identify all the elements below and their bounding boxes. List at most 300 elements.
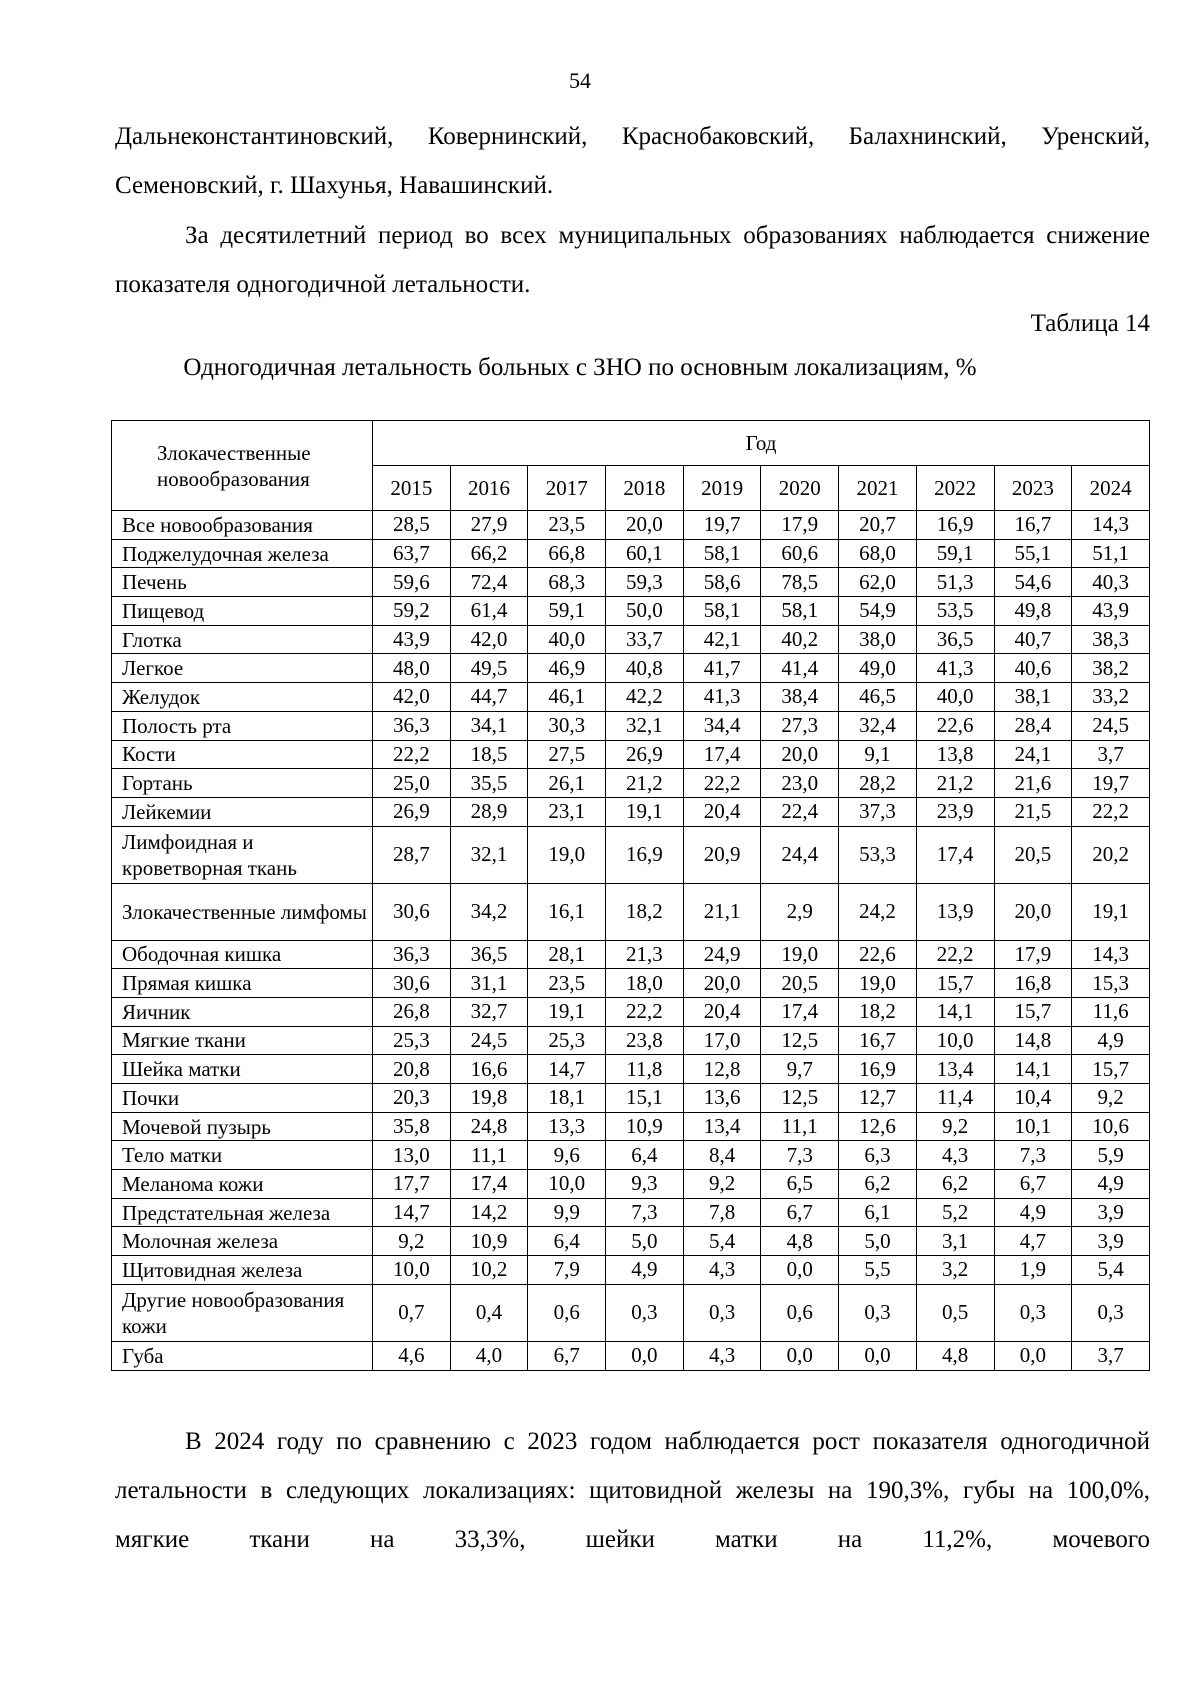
table-cell: 19,0 (761, 940, 839, 969)
table-cell: 4,0 (450, 1341, 528, 1370)
table-cell: 17,9 (761, 511, 839, 540)
table-cell: 25,3 (528, 1026, 606, 1055)
table-cell: 20,5 (761, 969, 839, 998)
table-cell: 12,7 (839, 1084, 917, 1113)
table-cell: 32,7 (450, 997, 528, 1026)
table-cell: 26,8 (373, 997, 451, 1026)
table-cell: 5,0 (839, 1227, 917, 1256)
table-cell: 13,3 (528, 1112, 606, 1141)
row-label: Почки (112, 1084, 373, 1113)
row-label: Легкое (112, 654, 373, 683)
table-cell: 15,7 (994, 997, 1072, 1026)
table-row (112, 1026, 1150, 1055)
table-cell: 38,4 (761, 683, 839, 712)
year-header: 2015 (373, 466, 451, 511)
table-cell: 33,2 (1072, 683, 1150, 712)
table-cell: 59,6 (373, 568, 451, 597)
table-cell: 20,4 (683, 797, 761, 826)
table-cell: 3,9 (1072, 1227, 1150, 1256)
table-cell: 50,0 (606, 597, 684, 626)
year-header: 2019 (683, 466, 761, 511)
table-cell: 7,8 (683, 1198, 761, 1227)
table-row (112, 1084, 1150, 1113)
table-cell: 32,1 (450, 826, 528, 883)
table-cell: 4,9 (994, 1198, 1072, 1227)
table-cell: 42,1 (683, 625, 761, 654)
row-label: Губа (112, 1341, 373, 1370)
table-cell: 16,7 (994, 511, 1072, 540)
row-label: Глотка (112, 625, 373, 654)
table-cell: 40,8 (606, 654, 684, 683)
table-cell: 0,3 (1072, 1284, 1150, 1341)
table-cell: 30,6 (373, 883, 451, 940)
table-cell: 9,2 (1072, 1084, 1150, 1113)
table-cell: 40,0 (528, 625, 606, 654)
table-cell: 11,1 (450, 1141, 528, 1170)
table-cell: 60,6 (761, 539, 839, 568)
table-cell: 20,4 (683, 997, 761, 1026)
table-cell: 46,5 (839, 683, 917, 712)
table-row (112, 1055, 1150, 1084)
table-cell: 21,2 (606, 769, 684, 798)
table-cell: 43,9 (373, 625, 451, 654)
table-cell: 0,7 (373, 1284, 451, 1341)
table-cell: 63,7 (373, 539, 451, 568)
row-label: Мочевой пузырь (112, 1112, 373, 1141)
table-cell: 61,4 (450, 597, 528, 626)
table-cell: 40,7 (994, 625, 1072, 654)
table-cell: 22,2 (916, 940, 994, 969)
table-cell: 41,4 (761, 654, 839, 683)
table-cell: 59,1 (916, 539, 994, 568)
table-cell: 4,9 (1072, 1170, 1150, 1199)
table-cell: 36,3 (373, 711, 451, 740)
table-cell: 40,6 (994, 654, 1072, 683)
page-number: 54 (569, 68, 591, 93)
table-cell: 38,1 (994, 683, 1072, 712)
table-cell: 14,3 (1072, 940, 1150, 969)
table-row (112, 883, 1150, 940)
table-cell: 22,4 (761, 797, 839, 826)
table-cell: 26,9 (373, 797, 451, 826)
table-cell: 4,9 (606, 1256, 684, 1285)
table-cell: 23,5 (528, 969, 606, 998)
table-cell: 27,5 (528, 740, 606, 769)
row-label: Молочная железа (112, 1227, 373, 1256)
table-cell: 41,7 (683, 654, 761, 683)
row-label: Желудок (112, 683, 373, 712)
table-cell: 12,8 (683, 1055, 761, 1084)
table-cell: 21,6 (994, 769, 1072, 798)
table-cell: 26,9 (606, 740, 684, 769)
table-cell: 38,2 (1072, 654, 1150, 683)
row-label: Меланома кожи (112, 1170, 373, 1199)
table-cell: 72,4 (450, 568, 528, 597)
table-row (112, 997, 1150, 1026)
table-row (112, 511, 1150, 540)
table-cell: 28,7 (373, 826, 451, 883)
table-row (112, 1284, 1150, 1341)
table-cell: 6,7 (761, 1198, 839, 1227)
table-cell: 13,6 (683, 1084, 761, 1113)
table-cell: 21,5 (994, 797, 1072, 826)
table-cell: 54,9 (839, 597, 917, 626)
table-cell: 5,0 (606, 1227, 684, 1256)
table-cell: 10,9 (606, 1112, 684, 1141)
row-label: Лимфоидная и кроветворная ткань (112, 826, 373, 883)
row-label: Тело матки (112, 1141, 373, 1170)
table-cell: 14,1 (916, 997, 994, 1026)
table-cell: 38,0 (839, 625, 917, 654)
mortality-table (111, 420, 1150, 1371)
row-label: Кости (112, 740, 373, 769)
table-cell: 15,7 (1072, 1055, 1150, 1084)
table-cell: 10,2 (450, 1256, 528, 1285)
table-cell: 68,0 (839, 539, 917, 568)
row-label: Другие новообразования кожи (112, 1284, 373, 1341)
table-cell: 14,1 (994, 1055, 1072, 1084)
table-cell: 10,0 (916, 1026, 994, 1055)
table-cell: 11,4 (916, 1084, 994, 1113)
table-cell: 10,9 (450, 1227, 528, 1256)
table-cell: 0,3 (683, 1284, 761, 1341)
table-cell: 36,5 (916, 625, 994, 654)
table-row (112, 826, 1150, 883)
table-cell: 9,3 (606, 1170, 684, 1199)
table-cell: 35,8 (373, 1112, 451, 1141)
table-cell: 16,9 (916, 511, 994, 540)
table-cell: 36,5 (450, 940, 528, 969)
row-label: Яичник (112, 997, 373, 1026)
table-cell: 28,9 (450, 797, 528, 826)
table-cell: 40,3 (1072, 568, 1150, 597)
table-cell: 20,2 (1072, 826, 1150, 883)
year-header: 2017 (528, 466, 606, 511)
table-cell: 9,1 (839, 740, 917, 769)
table-cell: 58,6 (683, 568, 761, 597)
table-cell: 4,3 (683, 1256, 761, 1285)
table-cell: 22,6 (916, 711, 994, 740)
table-cell: 68,3 (528, 568, 606, 597)
table-cell: 42,0 (373, 683, 451, 712)
table-cell: 13,9 (916, 883, 994, 940)
table-cell: 5,2 (916, 1198, 994, 1227)
table-cell: 20,8 (373, 1055, 451, 1084)
row-label: Поджелудочная железа (112, 539, 373, 568)
table-cell: 24,2 (839, 883, 917, 940)
table-cell: 6,1 (839, 1198, 917, 1227)
table-cell: 20,7 (839, 511, 917, 540)
table-cell: 46,1 (528, 683, 606, 712)
table-cell: 66,2 (450, 539, 528, 568)
table-cell: 51,3 (916, 568, 994, 597)
table-cell: 9,2 (916, 1112, 994, 1141)
intro-paragraph: Дальнеконстантиновский, Ковернинский, Краснобаковский, Балахнинский, Уренский, Семеновский, г. Шахунья, Навашинский. (115, 123, 1150, 199)
summary-paragraph: За десятилетний период во всех муниципальных образованиях наблюдается снижение показателя одногодичной летальности. (115, 222, 1150, 298)
table-cell: 7,3 (606, 1198, 684, 1227)
table-cell: 34,4 (683, 711, 761, 740)
table-cell: 4,3 (683, 1341, 761, 1370)
table-cell: 23,1 (528, 797, 606, 826)
table-cell: 17,4 (761, 997, 839, 1026)
row-label: Шейка матки (112, 1055, 373, 1084)
table-row (112, 539, 1150, 568)
table-cell: 53,3 (839, 826, 917, 883)
table-cell: 12,6 (839, 1112, 917, 1141)
table-cell: 49,8 (994, 597, 1072, 626)
table-cell: 10,6 (1072, 1112, 1150, 1141)
table-cell: 41,3 (683, 683, 761, 712)
table-cell: 9,2 (373, 1227, 451, 1256)
table-cell: 18,5 (450, 740, 528, 769)
table-cell: 17,4 (916, 826, 994, 883)
table-cell: 4,7 (994, 1227, 1072, 1256)
table-cell: 10,0 (528, 1170, 606, 1199)
table-cell: 8,4 (683, 1141, 761, 1170)
table-cell: 32,1 (606, 711, 684, 740)
table-cell: 36,3 (373, 940, 451, 969)
table-cell: 24,9 (683, 940, 761, 969)
year-header: 2021 (839, 466, 917, 511)
table-cell: 13,8 (916, 740, 994, 769)
table-cell: 6,7 (994, 1170, 1072, 1199)
table-cell: 20,0 (994, 883, 1072, 940)
table-cell: 13,0 (373, 1141, 451, 1170)
table-cell: 28,1 (528, 940, 606, 969)
table-cell: 7,3 (761, 1141, 839, 1170)
table-cell: 0,0 (839, 1341, 917, 1370)
table-cell: 10,4 (994, 1084, 1072, 1113)
table-cell: 28,5 (373, 511, 451, 540)
table-cell: 48,0 (373, 654, 451, 683)
table-cell: 18,0 (606, 969, 684, 998)
table-cell: 0,5 (916, 1284, 994, 1341)
table-cell: 58,1 (683, 597, 761, 626)
table-cell: 26,1 (528, 769, 606, 798)
table-row (112, 1141, 1150, 1170)
year-header: 2023 (994, 466, 1072, 511)
table-cell: 24,8 (450, 1112, 528, 1141)
table-cell: 21,3 (606, 940, 684, 969)
table-cell: 14,8 (994, 1026, 1072, 1055)
table-cell: 41,3 (916, 654, 994, 683)
table-cell: 0,0 (761, 1341, 839, 1370)
table-cell: 4,8 (761, 1227, 839, 1256)
row-label: Пищевод (112, 597, 373, 626)
table-cell: 7,3 (994, 1141, 1072, 1170)
table-cell: 5,9 (1072, 1141, 1150, 1170)
table-cell: 5,4 (683, 1227, 761, 1256)
table-cell: 5,4 (1072, 1256, 1150, 1285)
table-row (112, 1170, 1150, 1199)
table-cell: 20,9 (683, 826, 761, 883)
table-cell: 25,3 (373, 1026, 451, 1055)
table-cell: 59,2 (373, 597, 451, 626)
table-cell: 16,9 (606, 826, 684, 883)
table-row (112, 969, 1150, 998)
table-cell: 40,0 (916, 683, 994, 712)
table-cell: 24,4 (761, 826, 839, 883)
table-cell: 49,0 (839, 654, 917, 683)
table-cell: 4,9 (1072, 1026, 1150, 1055)
table-cell: 28,2 (839, 769, 917, 798)
table-cell: 66,8 (528, 539, 606, 568)
table-row (112, 711, 1150, 740)
table-cell: 12,5 (761, 1084, 839, 1113)
table-cell: 40,2 (761, 625, 839, 654)
table-cell: 28,4 (994, 711, 1072, 740)
year-header: 2018 (606, 466, 684, 511)
table-cell: 53,5 (916, 597, 994, 626)
row-label: Лейкемии (112, 797, 373, 826)
table-cell: 15,7 (916, 969, 994, 998)
table-row (112, 1112, 1150, 1141)
table-cell: 3,1 (916, 1227, 994, 1256)
table-cell: 38,3 (1072, 625, 1150, 654)
table-cell: 25,0 (373, 769, 451, 798)
table-cell: 15,1 (606, 1084, 684, 1113)
table-cell: 55,1 (994, 539, 1072, 568)
row-label: Мягкие ткани (112, 1026, 373, 1055)
table-row (112, 625, 1150, 654)
row-label: Полость рта (112, 711, 373, 740)
table-row (112, 568, 1150, 597)
table-cell: 17,9 (994, 940, 1072, 969)
table-cell: 5,5 (839, 1256, 917, 1285)
table-cell: 16,9 (839, 1055, 917, 1084)
table-cell: 12,5 (761, 1026, 839, 1055)
table-row (112, 797, 1150, 826)
table-cell: 4,3 (916, 1141, 994, 1170)
table-cell: 22,2 (1072, 797, 1150, 826)
table-cell: 78,5 (761, 568, 839, 597)
table-cell: 4,6 (373, 1341, 451, 1370)
table-cell: 14,7 (373, 1198, 451, 1227)
table-cell: 59,3 (606, 568, 684, 597)
row-label: Прямая кишка (112, 969, 373, 998)
row-label: Все новообразования (112, 511, 373, 540)
table-cell: 58,1 (761, 597, 839, 626)
table-cell: 19,0 (528, 826, 606, 883)
table-cell: 13,4 (683, 1112, 761, 1141)
table-cell: 35,5 (450, 769, 528, 798)
year-header: 2020 (761, 466, 839, 511)
table-cell: 24,1 (994, 740, 1072, 769)
table-cell: 49,5 (450, 654, 528, 683)
table-cell: 44,7 (450, 683, 528, 712)
table-cell: 24,5 (1072, 711, 1150, 740)
table-cell: 20,5 (994, 826, 1072, 883)
row-label: Щитовидная железа (112, 1256, 373, 1285)
table-row (112, 1227, 1150, 1256)
table-cell: 13,4 (916, 1055, 994, 1084)
table-cell: 10,0 (373, 1256, 451, 1285)
table-cell: 21,2 (916, 769, 994, 798)
table-cell: 9,7 (761, 1055, 839, 1084)
table-cell: 30,6 (373, 969, 451, 998)
table-cell: 0,4 (450, 1284, 528, 1341)
table-cell: 42,2 (606, 683, 684, 712)
table-cell: 19,1 (1072, 883, 1150, 940)
table-cell: 11,8 (606, 1055, 684, 1084)
table-cell: 17,4 (683, 740, 761, 769)
table-cell: 0,6 (761, 1284, 839, 1341)
table-cell: 18,1 (528, 1084, 606, 1113)
table-row (112, 683, 1150, 712)
table-row (112, 769, 1150, 798)
table-cell: 6,2 (839, 1170, 917, 1199)
year-header: 2016 (450, 466, 528, 511)
table-cell: 6,4 (528, 1227, 606, 1256)
table-cell: 62,0 (839, 568, 917, 597)
table-cell: 16,1 (528, 883, 606, 940)
table-row (112, 1198, 1150, 1227)
table-cell: 23,5 (528, 511, 606, 540)
table-cell: 22,2 (606, 997, 684, 1026)
row-label: Ободочная кишка (112, 940, 373, 969)
table-label: Таблица 14 (1030, 310, 1150, 337)
table-cell: 23,9 (916, 797, 994, 826)
table-cell: 16,8 (994, 969, 1072, 998)
table-cell: 15,3 (1072, 969, 1150, 998)
table-cell: 11,1 (761, 1112, 839, 1141)
table-cell: 11,6 (1072, 997, 1150, 1026)
conclusion-paragraph: В 2024 году по сравнению с 2023 годом наблюдается рост показателя одногодичной летальности в следующих локализациях: щитовидной железы на 190,3%, губы на 100,0%, мягкие ткани на 33,3%, шейки матки на 11,2%, мочевого (115, 1428, 1150, 1553)
table-cell: 19,7 (683, 511, 761, 540)
table-row (112, 940, 1150, 969)
table-row (112, 597, 1150, 626)
table-cell: 17,4 (450, 1170, 528, 1199)
table-cell: 0,3 (606, 1284, 684, 1341)
table-cell: 0,0 (761, 1256, 839, 1285)
table-cell: 17,0 (683, 1026, 761, 1055)
table-cell: 9,6 (528, 1141, 606, 1170)
table-cell: 0,0 (606, 1341, 684, 1370)
table-cell: 42,0 (450, 625, 528, 654)
table-cell: 4,8 (916, 1341, 994, 1370)
table-cell: 20,0 (683, 969, 761, 998)
table-cell: 19,1 (606, 797, 684, 826)
table-cell: 10,1 (994, 1112, 1072, 1141)
table-cell: 0,0 (994, 1341, 1072, 1370)
table-cell: 27,3 (761, 711, 839, 740)
row-label: Предстательная железа (112, 1198, 373, 1227)
table-cell: 1,9 (994, 1256, 1072, 1285)
year-header: 2024 (1072, 466, 1150, 511)
row-label: Печень (112, 568, 373, 597)
table-cell: 21,1 (683, 883, 761, 940)
corner-header: Злокачественные новообразования (112, 421, 373, 511)
table-cell: 16,6 (450, 1055, 528, 1084)
table-cell: 20,3 (373, 1084, 451, 1113)
year-header: 2022 (916, 466, 994, 511)
table-cell: 16,7 (839, 1026, 917, 1055)
table-cell: 6,5 (761, 1170, 839, 1199)
table-row (112, 1256, 1150, 1285)
year-group-header: Год (373, 421, 1150, 466)
table-cell: 0,3 (839, 1284, 917, 1341)
table-cell: 34,1 (450, 711, 528, 740)
table-cell: 19,0 (839, 969, 917, 998)
table-cell: 51,1 (1072, 539, 1150, 568)
table-cell: 18,2 (839, 997, 917, 1026)
table-cell: 20,0 (606, 511, 684, 540)
table-cell: 6,7 (528, 1341, 606, 1370)
table-cell: 22,2 (683, 769, 761, 798)
table-cell: 32,4 (839, 711, 917, 740)
table-cell: 3,7 (1072, 740, 1150, 769)
table-cell: 58,1 (683, 539, 761, 568)
